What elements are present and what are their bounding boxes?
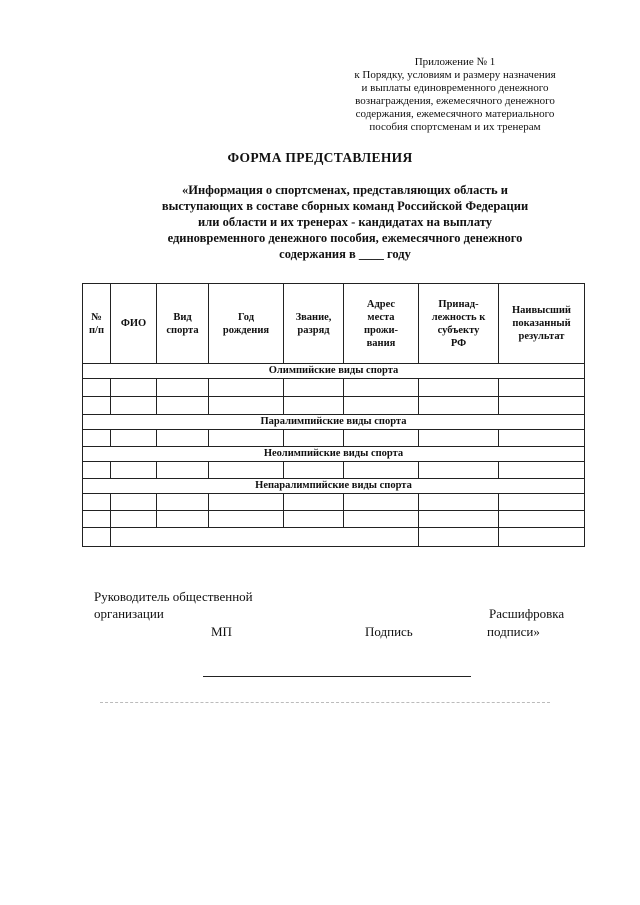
table-cell[interactable]: [419, 430, 499, 447]
appendix-note: [320, 56, 590, 134]
dashed-divider: [100, 702, 550, 703]
section-row: [83, 479, 585, 494]
table-cell[interactable]: [209, 397, 284, 415]
table-cell[interactable]: [111, 430, 157, 447]
section-non-paralympic: Непаралимпийские виды спорта: [83, 479, 585, 494]
table-cell[interactable]: [157, 511, 209, 528]
appendix-line: содержания, ежемесячного материального: [355, 108, 555, 120]
table-cell[interactable]: [284, 430, 344, 447]
appendix-line: пособия спортсменам и их тренерам: [369, 121, 541, 133]
table-cell[interactable]: [344, 494, 419, 511]
signature-sign: Подпись: [365, 624, 413, 639]
table-row: [83, 494, 585, 511]
signature-line: [203, 676, 471, 677]
appendix-line: Приложение № 1: [414, 56, 496, 68]
header-best-result: Наивысший показанный результат: [499, 284, 585, 364]
table-cell[interactable]: [284, 397, 344, 415]
table-cell[interactable]: [499, 528, 585, 547]
table-cell[interactable]: [499, 511, 585, 528]
table-cell[interactable]: [111, 397, 157, 415]
table-row: [83, 430, 585, 447]
table-cell[interactable]: [83, 511, 111, 528]
form-title: ФОРМА ПРЕДСТАВЛЕНИЯ: [227, 150, 413, 165]
subtitle-line: выступающих в составе сборных команд Российской Федерации: [161, 199, 529, 213]
table-cell-merged[interactable]: [111, 528, 419, 547]
header-address: Адрес места прожи- вания: [344, 284, 419, 364]
header-sport: Вид спорта: [157, 284, 209, 364]
table-cell[interactable]: [157, 379, 209, 397]
table-cell[interactable]: [209, 511, 284, 528]
table-row: [83, 511, 585, 528]
subtitle-line: содержания в ____ году: [279, 247, 411, 261]
signature-decode-end: подписи»: [487, 624, 540, 639]
table-cell[interactable]: [111, 511, 157, 528]
table-cell[interactable]: [83, 379, 111, 397]
section-row: [83, 415, 585, 430]
appendix-line: вознаграждения, ежемесячного денежного: [355, 95, 555, 107]
table-cell[interactable]: [157, 397, 209, 415]
table-cell[interactable]: [499, 430, 585, 447]
header-region: Принад- лежность к субъекту РФ: [419, 284, 499, 364]
header-fio: ФИО: [111, 284, 157, 364]
signature-head-line1: Руководитель общественной: [94, 589, 253, 604]
table-row: [83, 397, 585, 415]
table-cell[interactable]: [284, 462, 344, 479]
table-row: [83, 528, 585, 547]
table-cell[interactable]: [157, 462, 209, 479]
table-cell[interactable]: [419, 379, 499, 397]
table-cell[interactable]: [419, 462, 499, 479]
table-cell[interactable]: [419, 397, 499, 415]
table-cell[interactable]: [83, 494, 111, 511]
table-cell[interactable]: [111, 494, 157, 511]
table-cell[interactable]: [111, 379, 157, 397]
form-subtitle: [95, 182, 595, 262]
table-header-row: [83, 284, 585, 364]
appendix-line: и выплаты единовременного денежного: [361, 82, 549, 94]
appendix-line: к Порядку, условиям и размеру назначения: [354, 69, 556, 81]
signature-mp: МП: [211, 624, 232, 639]
table-cell[interactable]: [344, 430, 419, 447]
table-cell[interactable]: [499, 397, 585, 415]
subtitle-line: единовременного денежного пособия, ежемесячного денежного: [167, 231, 523, 245]
table-cell[interactable]: [209, 379, 284, 397]
header-rank: Звание, разряд: [284, 284, 344, 364]
table-cell[interactable]: [499, 379, 585, 397]
table-cell[interactable]: [499, 494, 585, 511]
table-cell[interactable]: [209, 494, 284, 511]
table-row: [83, 462, 585, 479]
subtitle-line: «Информация о спортсменах, представляющих область и: [182, 183, 508, 197]
header-number: № п/п: [83, 284, 111, 364]
athletes-table: [82, 283, 585, 547]
table-cell[interactable]: [344, 379, 419, 397]
table-cell[interactable]: [284, 511, 344, 528]
section-row: [83, 447, 585, 462]
table-cell[interactable]: [419, 494, 499, 511]
table-row: [83, 379, 585, 397]
section-olympic: Олимпийские виды спорта: [83, 364, 585, 379]
signature-head-line2: организации: [94, 606, 164, 621]
header-birth-year: Год рождения: [209, 284, 284, 364]
table-cell[interactable]: [284, 494, 344, 511]
table-cell[interactable]: [111, 462, 157, 479]
table-cell[interactable]: [83, 462, 111, 479]
table-cell[interactable]: [209, 462, 284, 479]
section-row: [83, 364, 585, 379]
subtitle-line: или области и их тренерах - кандидатах на выплату: [198, 215, 492, 229]
table-cell[interactable]: [157, 430, 209, 447]
signature-decode-label: Расшифровка: [489, 606, 565, 621]
table-cell[interactable]: [83, 430, 111, 447]
section-paralympic: Паралимпийские виды спорта: [83, 415, 585, 430]
table-cell[interactable]: [419, 511, 499, 528]
section-non-olympic: Неолимпийские виды спорта: [83, 447, 585, 462]
table-cell[interactable]: [419, 528, 499, 547]
table-cell[interactable]: [157, 494, 209, 511]
table-cell[interactable]: [209, 430, 284, 447]
table-cell[interactable]: [344, 511, 419, 528]
table-cell[interactable]: [83, 528, 111, 547]
table-cell[interactable]: [344, 462, 419, 479]
table-cell[interactable]: [499, 462, 585, 479]
table-cell[interactable]: [83, 397, 111, 415]
table-cell[interactable]: [284, 379, 344, 397]
table-cell[interactable]: [344, 397, 419, 415]
